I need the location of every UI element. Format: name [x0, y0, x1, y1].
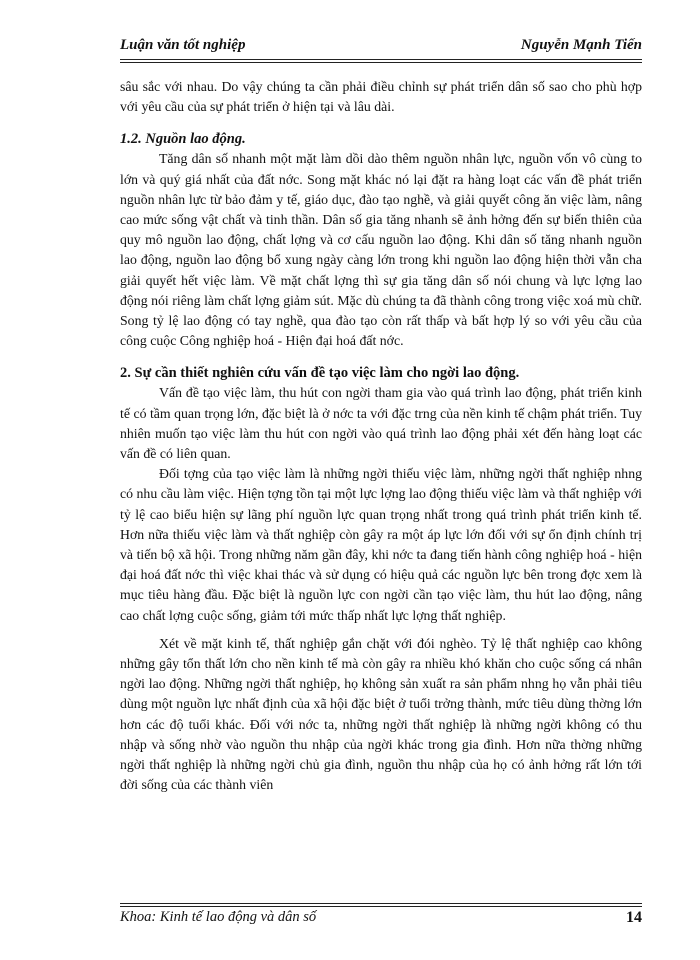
footer-rule	[120, 903, 642, 907]
header-rule	[120, 59, 642, 63]
intro-paragraph: sâu sắc với nhau. Do vậy chúng ta cần phải điều chỉnh sự phát triển dân số sao cho phù hợp với yêu cầu của sự phát triển ở hiện tại và lâu dài.	[120, 79, 642, 115]
section-1-2-paragraph: Tăng dân số nhanh một mặt làm dồi dào thêm nguồn nhân lực, nguồn vốn vô cùng to lớn và quý giá nhất của đất nớc. Song mặt khác nó lại đặt ra hàng loạt các vấn đề phát triển nguồn nhân lực từ bảo đảm y tế, giáo dục, đào tạo nghề, và giải quyết công ăn việc làm, nâng cao mức sống vật chất và tinh thần. Dân số gia tăng nhanh sẽ ảnh hởng đến sự biến thiên của quy mô nguồn lao động, chất lợng và cơ cấu nguồn lao động. Khi dân số tăng nhanh nguồn lao động, nguồn lao động bổ xung ngày càng lớn trong khi nguồn lao động hiện thời vẫn cha giải quyết hết việc làm. Về mặt chất lợng thì sự gia tăng dân số nói chung và lực lợng lao động nói riêng làm chất lợng giảm sút. Mặc dù chúng ta đã thành công trong việc xoá mù chữ. Song tỷ lệ lao động có tay nghề, qua đào tạo còn rất thấp và bất hợp lý so với yêu cầu của công cuộc Công nghiệp hoá - Hiện đại hoá đất nớc.	[120, 151, 642, 349]
page-number: 14	[626, 909, 642, 926]
document-body	[120, 77, 642, 796]
section-2-heading: 2. Sự cần thiết nghiên cứu vấn đề tạo việc làm cho ngời lao động.	[120, 365, 520, 382]
section-2-paragraph-1: Vấn đề tạo việc làm, thu hút con ngời tham gia vào quá trình lao động, phát triển kinh tế có tầm quan trọng lớn, đặc biệt là ở nớc ta với đặc trng của nền kinh tế chậm phát triển. Tuy nhiên muốn tạo việc làm thu hút con ngời vào quá trình lao động phải xét đến hàng loạt các vấn đề có liên quan.	[120, 385, 642, 462]
page-header	[120, 35, 642, 57]
section-1-2-heading: 1.2. Nguồn lao động.	[120, 131, 246, 148]
header-title: Luận văn tốt nghiệp	[120, 37, 246, 53]
header-author: Nguyễn Mạnh Tiến	[520, 37, 642, 53]
section-2-paragraph-3: Xét về mặt kinh tế, thất nghiệp gắn chặt với đói nghèo. Tỷ lệ thất nghiệp cao không những gây tổn thất lớn cho nền kinh tế mà còn gây ra nhiều khó khăn cho cuộc sống cá nhân ngời lao động. Những ngời thất nghiệp, họ không sản xuất ra sản phẩm nhng họ vẫn phải tiêu dùng một nguồn lực nhất định của xã hội đặc biệt ở tuổi trởng thành, mức tiêu dùng thờng lớn hơn các độ tuổi khác. Đối với nớc ta, những ngời thất nghiệp là những ngời không có thu nhập và sống nhờ vào nguồn thu nhập của ngời khác trong gia đình. Hơn nữa thờng những ngời thất nghiệp là những ngời chủ gia đình, nguồn thu nhập của họ có ảnh hởng rất lớn tới đời sống của các thành viên	[120, 635, 642, 793]
paragraph-gap	[120, 626, 642, 634]
footer-faculty: Khoa: Kinh tế lao động và dân số	[120, 909, 317, 925]
section-2-paragraph-2: Đối tợng của tạo việc làm là những ngời thiếu việc làm, những ngời thất nghiệp nhng có nhu cầu làm việc. Hiện tợng tồn tại một lực lợng lao động thiếu việc làm và thất nghiệp với tỷ lệ cao biểu hiện sự lãng phí nguồn lực quan trọng nhất trong quá trình phát triển kinh tế. Hơn nữa thiếu việc làm và thất nghiệp còn gây ra một áp lực lớn đối với sự ổn định chính trị và tiến bộ xã hội. Trong những năm gần đây, khi nớc ta đang tiến hành công nghiệp hoá - hiện đại hoá đất nớc thì việc khai thác và sử dụng có hiệu quả các nguồn lực bên trong đợc xem là mục tiêu hàng đầu. Đặc biệt là nguồn lực con ngời cần tạo việc làm, thu hút lao động, nâng cao chất lợng cuộc sống, giảm tới mức thấp nhất lực lợng thất nghiệp.	[120, 466, 642, 623]
page-footer	[120, 909, 642, 931]
